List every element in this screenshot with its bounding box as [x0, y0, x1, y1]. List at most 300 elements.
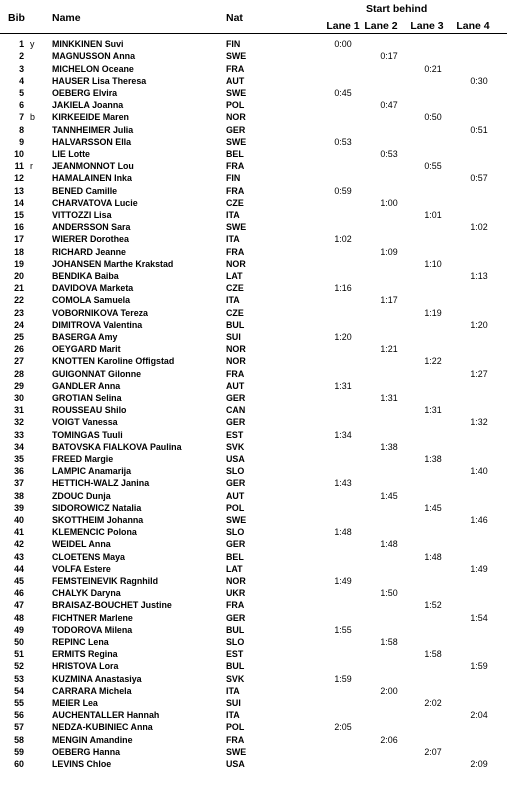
table-row: [0, 636, 507, 648]
start-behind-cell: 1:31: [380, 393, 398, 403]
table-row: [0, 599, 507, 611]
nation-cell: ITA: [226, 685, 240, 696]
flag-cell: b: [30, 112, 35, 123]
bib-cell: 43: [14, 551, 24, 562]
nation-cell: LAT: [226, 271, 243, 281]
nat-header: Nat: [226, 12, 243, 24]
table-row: [0, 294, 507, 306]
start-behind-cell: 1:31: [424, 405, 442, 416]
athlete-name-cell: KIRKEEIDE Maren: [52, 112, 129, 123]
athlete-name-cell: OEBERG Hanna: [52, 746, 121, 757]
table-row: [0, 355, 507, 367]
table-row: [0, 441, 507, 453]
nation-cell: BEL: [226, 551, 244, 562]
table-row: [0, 307, 507, 319]
bib-cell: 6: [19, 100, 24, 111]
nation-cell: POL: [226, 502, 245, 513]
table-row: [0, 99, 507, 111]
start-behind-cell: 2:06: [380, 734, 398, 745]
athlete-name-cell: ROUSSEAU Shilo: [52, 405, 127, 416]
athlete-name-cell: BRAISAZ-BOUCHET Justine: [52, 600, 172, 611]
nation-cell: NOR: [226, 258, 246, 269]
flag-cell: y: [30, 39, 35, 50]
start-behind-cell: 1:38: [380, 441, 398, 452]
bib-cell: 7: [19, 112, 24, 123]
nation-cell: FRA: [226, 63, 245, 74]
table-row: [0, 563, 507, 575]
bib-cell: 17: [14, 234, 24, 245]
nation-cell: NOR: [226, 576, 246, 586]
bib-cell: 18: [14, 246, 24, 257]
bib-cell: 23: [14, 307, 24, 318]
athlete-name-cell: KLEMENCIC Polona: [52, 527, 137, 538]
start-behind-cell: 1:52: [424, 600, 442, 611]
athlete-name-cell: OEBERG Elvira: [52, 88, 118, 98]
table-row: [0, 587, 507, 599]
table-row: [0, 392, 507, 404]
header-divider: [0, 33, 507, 34]
start-behind-cell: 1:40: [470, 466, 488, 477]
start-behind-cell: 2:09: [470, 759, 488, 769]
bib-cell: 60: [14, 759, 24, 769]
start-behind-cell: 2:02: [424, 698, 442, 708]
bib-cell: 54: [14, 685, 24, 696]
nation-cell: LAT: [226, 563, 243, 574]
start-behind-cell: 0:00: [334, 39, 352, 50]
nation-cell: SLO: [226, 637, 245, 647]
athlete-name-cell: OEYGARD Marit: [52, 344, 121, 355]
athlete-name-cell: GANDLER Anna: [52, 380, 121, 391]
start-behind-cell: 1:16: [334, 283, 352, 294]
athlete-name-cell: FICHTNER Marlene: [52, 612, 133, 623]
nation-cell: SLO: [226, 527, 245, 538]
table-row: [0, 343, 507, 355]
nation-cell: FRA: [226, 185, 245, 196]
table-row: [0, 514, 507, 526]
athlete-name-cell: JOHANSEN Marthe Krakstad: [52, 258, 174, 269]
athlete-name-cell: TOMINGAS Tuuli: [52, 429, 123, 440]
athlete-name-cell: HRISTOVA Lora: [52, 661, 119, 672]
flag-cell: r: [30, 161, 33, 172]
lane-3-header: Lane 3: [410, 20, 444, 32]
nation-cell: BEL: [226, 149, 244, 159]
bib-cell: 22: [14, 295, 24, 306]
bib-cell: 10: [14, 149, 24, 159]
table-row: [0, 429, 507, 441]
athlete-name-cell: SIDOROWICZ Natalia: [52, 502, 142, 513]
table-row: [0, 465, 507, 477]
bib-cell: 59: [14, 746, 24, 757]
bib-cell: 33: [14, 429, 24, 440]
nation-cell: CZE: [226, 283, 244, 294]
athlete-name-cell: CHALYK Daryna: [52, 588, 121, 599]
bib-cell: 34: [14, 441, 24, 452]
table-row: [0, 490, 507, 502]
table-row: [0, 221, 507, 233]
start-behind-cell: 1:58: [380, 637, 398, 647]
bib-cell: 15: [14, 210, 24, 220]
start-behind-cell: 1:38: [424, 454, 442, 464]
nation-cell: CZE: [226, 307, 244, 318]
nation-cell: SVK: [226, 673, 245, 684]
table-row: [0, 673, 507, 685]
start-behind-cell: 0:17: [380, 51, 398, 62]
table-row: [0, 612, 507, 624]
athlete-name-cell: ERMITS Regina: [52, 649, 118, 660]
athlete-name-cell: DIMITROVA Valentina: [52, 319, 143, 330]
start-behind-cell: 1:27: [470, 368, 488, 379]
start-behind-cell: 1:48: [424, 551, 442, 562]
nation-cell: SWE: [226, 51, 247, 62]
bib-cell: 27: [14, 356, 24, 367]
bib-cell: 42: [14, 539, 24, 550]
start-behind-cell: 0:30: [470, 75, 488, 86]
bib-cell: 56: [14, 710, 24, 721]
table-row: [0, 538, 507, 550]
nation-cell: AUT: [226, 380, 245, 391]
bib-cell: 26: [14, 344, 24, 355]
table-row: [0, 124, 507, 136]
table-row: [0, 697, 507, 709]
table-row: [0, 758, 507, 770]
nation-cell: GER: [226, 393, 246, 403]
nation-cell: FRA: [226, 161, 245, 172]
nation-cell: SLO: [226, 466, 245, 477]
nation-cell: FRA: [226, 600, 245, 611]
athlete-name-cell: KNOTTEN Karoline Offigstad: [52, 356, 175, 367]
bib-cell: 1: [19, 39, 24, 50]
table-row: [0, 319, 507, 331]
nation-cell: FIN: [226, 39, 241, 50]
bib-cell: 12: [14, 173, 24, 184]
athlete-name-cell: SKOTTHEIM Johanna: [52, 515, 144, 525]
nation-cell: SUI: [226, 332, 241, 342]
athlete-name-cell: ANDERSSON Sara: [52, 222, 131, 233]
bib-cell: 32: [14, 417, 24, 428]
start-behind-cell: 1:20: [470, 319, 488, 330]
nation-cell: ITA: [226, 234, 240, 245]
start-behind-cell: 1:49: [470, 563, 488, 574]
athlete-name-cell: NEDZA-KUBINIEC Anna: [52, 722, 153, 733]
athlete-name-cell: HALVARSSON Ella: [52, 136, 132, 147]
nation-cell: SUI: [226, 698, 241, 708]
athlete-name-cell: BASERGA Amy: [52, 332, 118, 342]
nation-cell: SWE: [226, 136, 247, 147]
table-row: [0, 368, 507, 380]
table-row: [0, 453, 507, 465]
athlete-name-cell: VOLFA Estere: [52, 563, 111, 574]
lane-2-header: Lane 2: [364, 20, 398, 32]
table-row: [0, 111, 507, 123]
table-row: [0, 331, 507, 343]
bib-cell: 16: [14, 222, 24, 233]
nation-cell: EST: [226, 649, 244, 660]
table-row: [0, 185, 507, 197]
table-row: [0, 502, 507, 514]
start-behind-cell: 1:13: [470, 271, 488, 281]
start-behind-cell: 0:59: [334, 185, 352, 196]
start-behind-cell: 1:02: [470, 222, 488, 233]
nation-cell: SWE: [226, 746, 247, 757]
nation-cell: NOR: [226, 112, 246, 123]
start-behind-cell: 1:10: [424, 258, 442, 269]
table-row: [0, 416, 507, 428]
table-row: [0, 282, 507, 294]
athlete-name-cell: HETTICH-WALZ Janina: [52, 478, 150, 489]
nation-cell: POL: [226, 100, 245, 111]
athlete-name-cell: MINKKINEN Suvi: [52, 39, 124, 50]
table-row: [0, 87, 507, 99]
nation-cell: FIN: [226, 173, 241, 184]
bib-cell: 47: [14, 600, 24, 611]
nation-cell: USA: [226, 454, 245, 464]
start-behind-cell: 2:00: [380, 685, 398, 696]
athlete-name-cell: AUCHENTALLER Hannah: [52, 710, 160, 721]
bib-cell: 4: [19, 75, 24, 86]
start-behind-cell: 1:20: [334, 332, 352, 342]
start-behind-cell: 1:58: [424, 649, 442, 660]
athlete-name-cell: BATOVSKA FIALKOVA Paulina: [52, 441, 182, 452]
athlete-name-cell: LAMPIC Anamarija: [52, 466, 132, 477]
start-behind-cell: 1:43: [334, 478, 352, 489]
start-behind-cell: 1:17: [380, 295, 398, 306]
athlete-name-cell: VOBORNIKOVA Tereza: [52, 307, 148, 318]
athlete-name-cell: REPINC Lena: [52, 637, 109, 647]
bib-cell: 24: [14, 319, 24, 330]
start-behind-cell: 1:32: [470, 417, 488, 428]
bib-cell: 25: [14, 332, 24, 342]
nation-cell: CZE: [226, 197, 244, 208]
start-behind-cell: 1:48: [334, 527, 352, 538]
start-behind-cell: 1:45: [380, 490, 398, 501]
table-row: [0, 148, 507, 160]
bib-cell: 37: [14, 478, 24, 489]
table-row: [0, 526, 507, 538]
bib-cell: 11: [14, 161, 24, 172]
nation-cell: FRA: [226, 246, 245, 257]
nation-cell: BUL: [226, 661, 245, 672]
nation-cell: NOR: [226, 356, 246, 367]
nation-cell: EST: [226, 429, 244, 440]
athlete-name-cell: GUIGONNAT Gilonne: [52, 368, 142, 379]
nation-cell: ITA: [226, 295, 240, 306]
table-row: [0, 209, 507, 221]
start-behind-cell: 1:09: [380, 246, 398, 257]
table-row: [0, 575, 507, 587]
start-behind-cell: 2:07: [424, 746, 442, 757]
start-behind-cell: 1:59: [334, 673, 352, 684]
start-behind-cell: 0:45: [334, 88, 352, 98]
nation-cell: ITA: [226, 710, 240, 721]
athlete-name-cell: RICHARD Jeanne: [52, 246, 126, 257]
table-row: [0, 172, 507, 184]
bib-cell: 28: [14, 368, 24, 379]
athlete-name-cell: HAUSER Lisa Theresa: [52, 75, 147, 86]
start-behind-cell: 1:54: [470, 612, 488, 623]
athlete-name-cell: VOIGT Vanessa: [52, 417, 118, 428]
athlete-name-cell: DAVIDOVA Marketa: [52, 283, 134, 294]
table-row: [0, 380, 507, 392]
bib-cell: 9: [19, 136, 24, 147]
start-behind-cell: 1:45: [424, 502, 442, 513]
start-behind-cell: 1:59: [470, 661, 488, 672]
athlete-name-cell: LIE Lotte: [52, 149, 90, 159]
start-behind-cell: 0:47: [380, 100, 398, 111]
start-behind-cell: 1:19: [424, 307, 442, 318]
bib-cell: 35: [14, 454, 24, 464]
table-row: [0, 63, 507, 75]
athlete-name-cell: ZDOUC Dunja: [52, 490, 111, 501]
athlete-name-cell: WEIDEL Anna: [52, 539, 111, 550]
bib-cell: 5: [19, 88, 24, 98]
bib-cell: 31: [14, 405, 24, 416]
bib-cell: 52: [14, 661, 24, 672]
nation-cell: SWE: [226, 88, 247, 98]
start-behind-cell: 1:34: [334, 429, 352, 440]
start-behind-cell: 0:21: [424, 63, 442, 74]
athlete-name-cell: TODOROVA Milena: [52, 624, 133, 635]
table-row: [0, 551, 507, 563]
start-behind-cell: 1:49: [334, 576, 352, 586]
start-behind-cell: 2:04: [470, 710, 488, 721]
bib-cell: 45: [14, 576, 24, 586]
start-behind-cell: 2:05: [334, 722, 352, 733]
bib-cell: 58: [14, 734, 24, 745]
table-row: [0, 404, 507, 416]
bib-cell: 19: [14, 258, 24, 269]
athlete-name-cell: MICHELON Oceane: [52, 63, 134, 74]
bib-cell: 13: [14, 185, 24, 196]
athlete-name-cell: WIERER Dorothea: [52, 234, 129, 245]
table-row: [0, 270, 507, 282]
nation-cell: SWE: [226, 222, 247, 233]
nation-cell: FRA: [226, 734, 245, 745]
table-row: [0, 746, 507, 758]
bib-cell: 48: [14, 612, 24, 623]
athlete-name-cell: CLOETENS Maya: [52, 551, 125, 562]
table-row: [0, 258, 507, 270]
nation-cell: GER: [226, 612, 246, 623]
start-behind-cell: 0:51: [470, 124, 488, 135]
athlete-name-cell: JAKIELA Joanna: [52, 100, 124, 111]
nation-cell: GER: [226, 539, 246, 550]
athlete-name-cell: CHARVATOVA Lucie: [52, 197, 138, 208]
table-row: [0, 75, 507, 87]
bib-cell: 49: [14, 624, 24, 635]
nation-cell: GER: [226, 124, 246, 135]
table-row: [0, 660, 507, 672]
start-behind-header: Start behind: [366, 3, 428, 15]
bib-cell: 39: [14, 502, 24, 513]
table-row: [0, 197, 507, 209]
start-behind-cell: 1:48: [380, 539, 398, 550]
nation-cell: POL: [226, 722, 245, 733]
table-row: [0, 136, 507, 148]
bib-cell: 30: [14, 393, 24, 403]
nation-cell: NOR: [226, 344, 246, 355]
table-row: [0, 709, 507, 721]
table-row: [0, 160, 507, 172]
athlete-name-cell: KUZMINA Anastasiya: [52, 673, 142, 684]
start-behind-cell: 1:21: [380, 344, 398, 355]
table-row: [0, 685, 507, 697]
bib-cell: 44: [14, 563, 24, 574]
athlete-name-cell: FREED Margie: [52, 454, 114, 464]
athlete-name-cell: JEANMONNOT Lou: [52, 161, 134, 172]
bib-cell: 29: [14, 380, 24, 391]
nation-cell: BUL: [226, 624, 245, 635]
athlete-name-cell: TANNHEIMER Julia: [52, 124, 134, 135]
nation-cell: SWE: [226, 515, 247, 525]
nation-cell: AUT: [226, 490, 245, 501]
start-behind-cell: 1:46: [470, 515, 488, 525]
start-behind-cell: 1:02: [334, 234, 352, 245]
bib-cell: 38: [14, 490, 24, 501]
start-behind-cell: 1:55: [334, 624, 352, 635]
athlete-name-cell: HAMALAINEN Inka: [52, 173, 132, 184]
table-row: [0, 648, 507, 660]
bib-cell: 14: [14, 197, 24, 208]
table-row: [0, 624, 507, 636]
nation-cell: AUT: [226, 75, 245, 86]
table-row: [0, 721, 507, 733]
bib-cell: 36: [14, 466, 24, 477]
nation-cell: GER: [226, 478, 246, 489]
table-row: [0, 50, 507, 62]
name-header: Name: [52, 12, 81, 24]
nation-cell: BUL: [226, 319, 245, 330]
athlete-name-cell: VITTOZZI Lisa: [52, 210, 112, 220]
lane-4-header: Lane 4: [456, 20, 490, 32]
bib-cell: 41: [14, 527, 24, 538]
nation-cell: USA: [226, 759, 245, 769]
bib-cell: 40: [14, 515, 24, 525]
nation-cell: SVK: [226, 441, 245, 452]
athlete-name-cell: LEVINS Chloe: [52, 759, 112, 769]
nation-cell: GER: [226, 417, 246, 428]
table-row: [0, 246, 507, 258]
nation-cell: CAN: [226, 405, 246, 416]
athlete-name-cell: MENGIN Amandine: [52, 734, 133, 745]
athlete-name-cell: CARRARA Michela: [52, 685, 132, 696]
start-behind-cell: 1:31: [334, 380, 352, 391]
start-behind-cell: 0:53: [380, 149, 398, 159]
athlete-name-cell: MAGNUSSON Anna: [52, 51, 135, 62]
bib-cell: 8: [19, 124, 24, 135]
nation-cell: FRA: [226, 368, 245, 379]
athlete-name-cell: BENDIKA Baiba: [52, 271, 119, 281]
start-behind-cell: 0:57: [470, 173, 488, 184]
athlete-name-cell: COMOLA Samuela: [52, 295, 131, 306]
bib-cell: 2: [19, 51, 24, 62]
table-row: [0, 477, 507, 489]
start-behind-cell: 0:50: [424, 112, 442, 123]
bib-cell: 51: [14, 649, 24, 660]
start-behind-cell: 1:50: [380, 588, 398, 599]
bib-cell: 21: [14, 283, 24, 294]
bib-cell: 50: [14, 637, 24, 647]
start-behind-cell: 1:22: [424, 356, 442, 367]
athlete-name-cell: MEIER Lea: [52, 698, 98, 708]
bib-cell: 53: [14, 673, 24, 684]
bib-cell: 20: [14, 271, 24, 281]
table-row: [0, 38, 507, 50]
nation-cell: UKR: [226, 588, 246, 599]
bib-header: Bib: [8, 12, 25, 24]
bib-cell: 57: [14, 722, 24, 733]
table-row: [0, 233, 507, 245]
bib-cell: 55: [14, 698, 24, 708]
